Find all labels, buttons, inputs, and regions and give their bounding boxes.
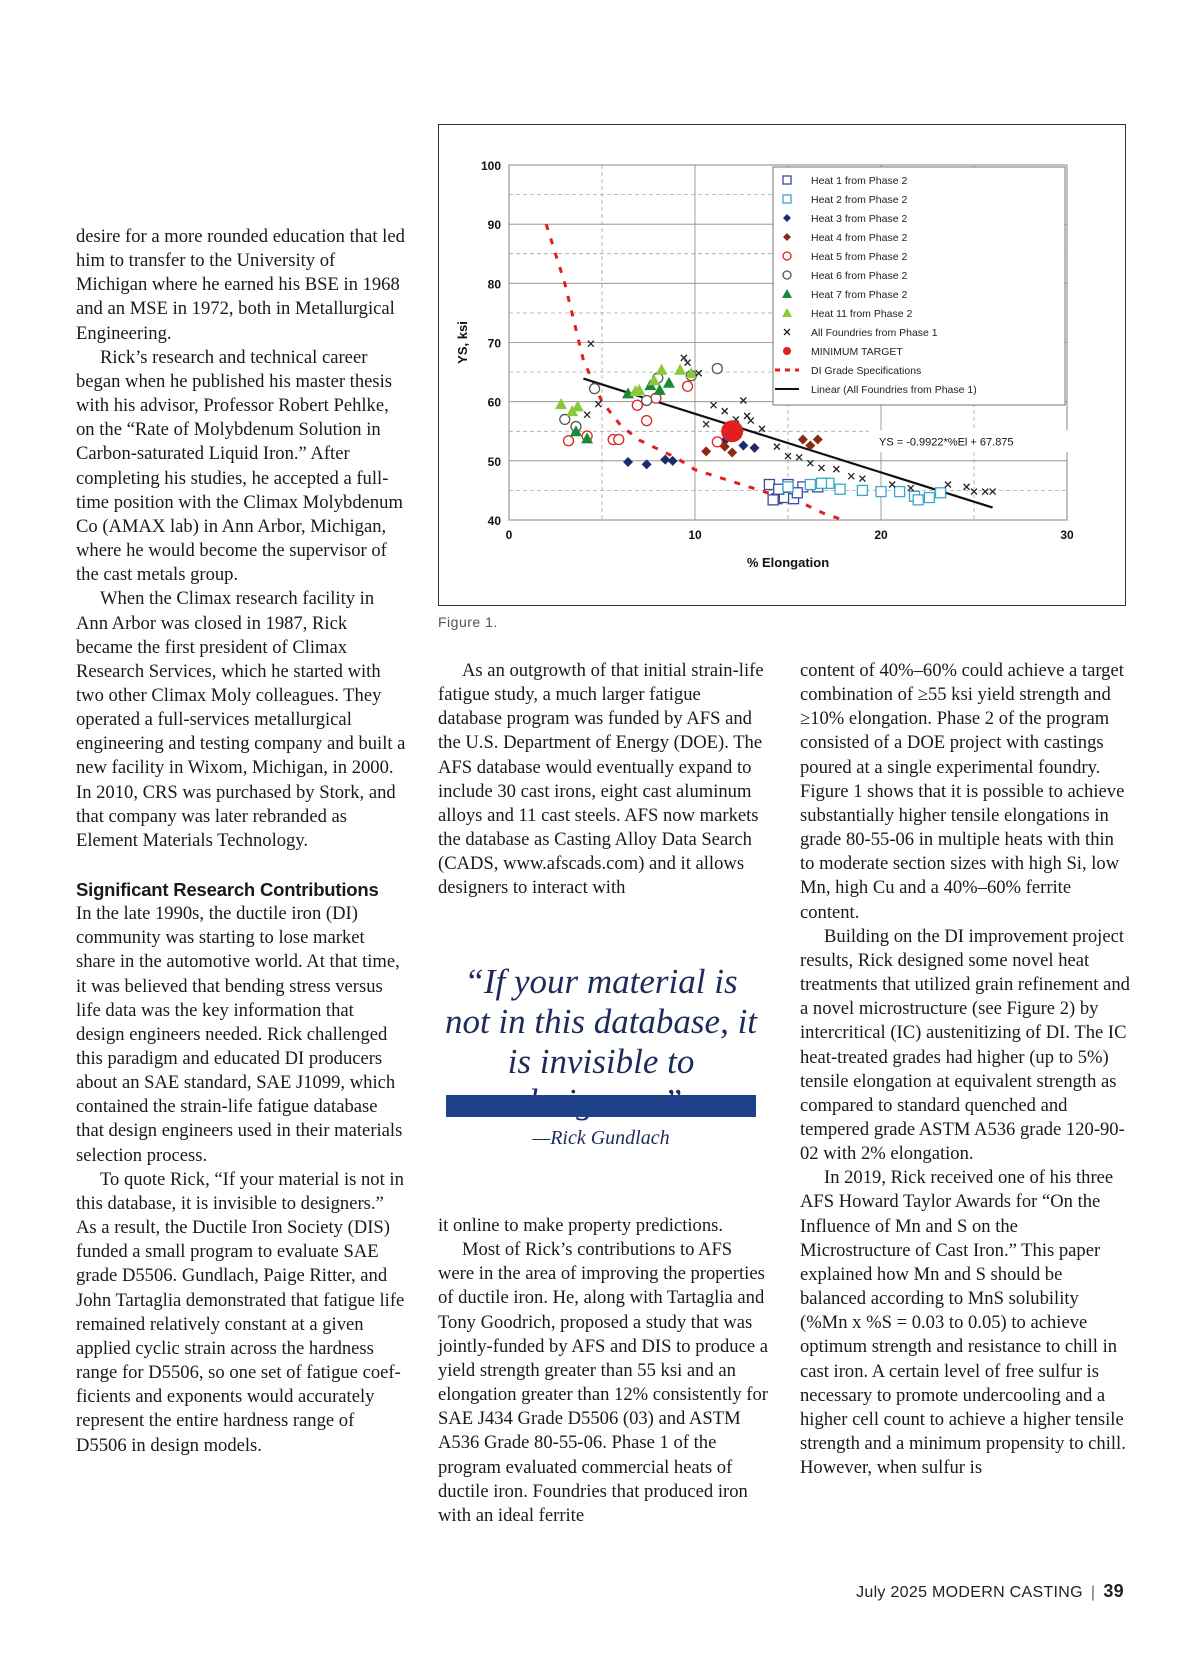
data-point	[656, 364, 668, 375]
legend-label: Heat 11 from Phase 2	[811, 308, 913, 320]
data-point	[748, 418, 754, 424]
y-tick-label: 90	[487, 218, 501, 233]
legend-label: MINIMUM TARGET	[811, 346, 903, 358]
x-mark-stroke	[774, 444, 780, 450]
data-point	[833, 466, 839, 472]
data-point	[683, 381, 693, 391]
data-point	[727, 448, 737, 458]
page-number: 39	[1103, 1581, 1124, 1601]
data-point	[564, 436, 574, 446]
x-mark-stroke	[744, 413, 750, 419]
data-point	[857, 485, 867, 495]
data-point	[813, 435, 823, 445]
trendline-equation: YS = -0.9922*%El + 67.875	[879, 436, 1014, 449]
legend-swatch	[783, 271, 791, 279]
legend-label: Heat 1 from Phase 2	[811, 175, 908, 187]
paragraph: In 2019, Rick received one of his three AFS Howard Taylor Awards for “On the Influence of Mn and S on the Microstructure of Cast Iron.” This paper explained how Mn and S should be balanced according to MnS solubility (%Mn x %S = 0.03 to 0.05) to achieve optimum strength and resistance to chill in cast iron. A certain level of free sulfur is necessary to promote undercooling and a higher cell count to achieve a higher tensile strength and a minimum propensity to chill. However, when sulfur is	[800, 1167, 1126, 1479]
data-point	[660, 455, 670, 465]
data-point	[964, 484, 970, 490]
data-point	[796, 454, 802, 460]
x-tick-label: 10	[688, 528, 702, 542]
x-mark-stroke	[740, 397, 746, 403]
paragraph: In the late 1990s, the ductile iron (DI) community was starting to lose market share in the automotive world. At that time, it was believed that bending stress versus life data was the key information that design engineers needed. Rick challenged this paradigm and educated DI producers about an SAE standard, SAE J1099, which contained the strain-life fatigue database that design engineers used in their materials selection process.	[76, 903, 403, 1166]
data-point	[588, 341, 594, 347]
data-point	[889, 482, 895, 488]
data-point	[614, 435, 624, 445]
x-mark-stroke	[848, 473, 854, 479]
y-tick-label: 100	[480, 159, 501, 173]
data-point	[668, 456, 678, 466]
legend-label: Heat 7 from Phase 2	[811, 289, 908, 301]
data-point	[835, 484, 845, 494]
data-point	[750, 443, 760, 453]
figure-caption: Figure 1.	[438, 614, 498, 630]
x-axis-label: % Elongation	[746, 555, 830, 570]
y-tick-label: 60	[487, 395, 501, 410]
x-mark-stroke	[681, 355, 687, 361]
data-point	[681, 355, 687, 361]
data-point	[738, 440, 748, 450]
data-point	[555, 398, 567, 409]
paragraph: When the Climax research facility in Ann Arbor was closed in 1987, Rick became the first president of Climax Research Services, which he started with two other Climax Moly colleagues. They operated a full-services metallurgical engineering and testing company and built a new facility in Wixom, Michigan, in 2000. In 2010, CRS was purchased by Stork, and that company was later rebranded as Element Materials Technology.	[76, 588, 406, 851]
x-mark-stroke	[982, 489, 988, 495]
quote-bar	[446, 1095, 756, 1117]
legend-label: Heat 3 from Phase 2	[811, 213, 908, 225]
legend-label: Heat 2 from Phase 2	[811, 194, 908, 206]
x-mark-stroke	[889, 482, 895, 488]
data-point	[632, 400, 642, 410]
data-point	[783, 482, 793, 492]
x-mark-stroke	[722, 408, 728, 414]
legend-label: DI Grade Specifications	[811, 365, 922, 377]
data-point	[685, 360, 691, 366]
issue-date: July 2025	[856, 1584, 928, 1601]
x-mark-stroke	[696, 370, 702, 376]
data-point	[764, 480, 774, 490]
x-mark-stroke	[859, 476, 865, 482]
paragraph: As an outgrowth of that initial strain-life fatigue study, a much larger fatigue database program was funded by AFS and the U.S. Department of Energy (DOE). The AFS database would eventually expand to include 30 cast irons, eight cast aluminum alloys and 11 cast steels. AFS now markets the database as Casting Alloy Data Search (CADS, www.afscads.com) and it allows designers to interact with	[438, 660, 764, 899]
x-mark-stroke	[711, 402, 717, 408]
column-2-bottom	[438, 1214, 768, 1528]
x-mark-stroke	[584, 412, 590, 418]
legend-swatch	[783, 195, 791, 203]
paragraph: Most of Rick’s contributions to AFS were in the area of improving the properties of ductile iron. He, along with Tartaglia and Tony Goodrich, proposed a study that was jointly-funded by AFS and DIS to produce a yield strength greater than 55 ksi and an elongation greater than 12% consistently for SAE J434 Grade D5506 (03) and ASTM A536 Grade 80-55-06. Phase 1 of the program evaluated commercial heats of ductile iron. Foundries that produced iron with an ideal ferrite	[438, 1239, 769, 1526]
data-point	[818, 465, 824, 471]
paragraph: it online to make property predictions.	[438, 1215, 724, 1236]
data-point	[701, 446, 711, 456]
x-tick-label: 20	[874, 528, 888, 542]
data-point	[642, 416, 652, 426]
x-mark-stroke	[945, 482, 951, 488]
data-point	[798, 435, 808, 445]
x-mark-stroke	[796, 454, 802, 460]
data-point	[792, 488, 802, 498]
data-point	[740, 397, 746, 403]
y-axis-label: YS, ksi	[455, 321, 470, 364]
x-mark-stroke	[818, 465, 824, 471]
legend-swatch	[783, 347, 791, 355]
data-point	[642, 395, 652, 405]
data-point	[696, 370, 702, 376]
data-point	[712, 437, 722, 447]
data-point	[945, 482, 951, 488]
x-mark-stroke	[685, 360, 691, 366]
paragraph: Rick’s research and technical career began when he published his master thesis with his advisor, Professor Robert Pehlke, on the “Rate of Molybdenum Solution in Carbon-saturated Liquid Iron.” After completing his studies, he accepted a full-time position with the Climax Molybdenum Co (AMAX lab) in Ann Arbor, Michigan, where he would become the supervisor of the cast metals group.	[76, 346, 403, 586]
data-point	[590, 384, 600, 394]
paragraph: To quote Rick, “If your material is not in this database, it is invisible to designers.” As a result, the Ductile Iron Society (DIS) funded a small program to evaluate SAE grade D5506. Gundlach, Paige Ritter, and John Tartaglia demonstrated that fatigue life remained relatively constant at a given applied cyclic strain across the hardness range for D5506, so one set of fatigue coefficients and exponents would accurately represent the entire hardness range of D5506 in design models.	[76, 1168, 405, 1456]
x-tick-label: 30	[1060, 528, 1074, 542]
x-mark-stroke	[990, 489, 996, 495]
data-point	[859, 476, 865, 482]
column-2-top	[438, 659, 768, 901]
magazine-name: MODERN CASTING	[932, 1584, 1083, 1601]
data-point	[774, 444, 780, 450]
data-point	[816, 478, 826, 488]
page-footer: July 2025 MODERN CASTING | 39	[856, 1581, 1124, 1601]
column-1	[76, 225, 406, 1458]
data-point	[895, 487, 905, 497]
legend-swatch	[783, 176, 791, 184]
y-tick-label: 80	[487, 277, 501, 292]
legend-label: All Foundries from Phase 1	[811, 327, 938, 339]
x-tick-label: 0	[505, 528, 513, 542]
pull-quote: “If your material is not in this database, it is invisible to	[444, 962, 758, 1081]
data-point	[774, 484, 784, 494]
data-point	[711, 402, 717, 408]
data-point	[744, 413, 750, 419]
x-mark-stroke	[703, 421, 709, 427]
data-point	[721, 420, 743, 442]
data-point	[703, 421, 709, 427]
legend-label: Heat 6 from Phase 2	[811, 270, 908, 282]
data-point	[712, 364, 722, 374]
data-point	[663, 377, 675, 388]
data-point	[848, 473, 854, 479]
y-tick-label: 50	[487, 454, 501, 469]
scatter-chart	[439, 125, 1125, 605]
data-point	[805, 480, 815, 490]
paragraph: desire for a more rounded education that led him to transfer to the University of Michigan where he earned his BSE in 1968 and an MSE in 1972, both in Metallurgical Engineering.	[76, 226, 405, 344]
y-tick-label: 70	[487, 336, 501, 351]
legend-label: Heat 4 from Phase 2	[811, 232, 908, 244]
column-3	[800, 659, 1130, 1480]
section-heading: Significant Research Contributions	[76, 879, 379, 901]
x-mark-stroke	[833, 466, 839, 472]
data-point	[936, 488, 946, 498]
pull-quote-attribution: —Rick Gundlach	[532, 1127, 670, 1149]
data-point	[768, 495, 778, 505]
legend-label: Heat 5 from Phase 2	[811, 251, 908, 263]
data-point	[982, 489, 988, 495]
paragraph: Building on the DI improvement project results, Rick designed some novel heat treatments that utilized grain refinement and a novel microstructure (see Figure 2) by intercritical (IC) austenitizing of DI. The IC heat-treated grades had higher (up to 5%) tensile elongation at equivalent strength as compared to standard quenched and tempered grade ASTM A536 grade 120-90-02 with 2% elongation.	[800, 925, 1130, 1165]
data-point	[623, 457, 633, 467]
x-mark-stroke	[964, 484, 970, 490]
data-point	[913, 495, 923, 505]
figure-1	[438, 124, 1126, 606]
legend-label: Linear (All Foundries from Phase 1)	[811, 384, 977, 396]
paragraph: content of 40%–60% could achieve a target combination of ≥55 ksi yield strength and ≥10% elongation. Phase 2 of the program consisted of a DOE project with castings poured at a single experimental foundry. Figure 1 shows that it is possible to achieve substantially higher tensile elongations in grade 80-55-06 in multiple heats with thin to moderate section sizes with high Si, low Mn, high Cu and a 40%–60% ferrite content.	[800, 660, 1125, 923]
data-point	[924, 493, 934, 503]
data-point	[722, 408, 728, 414]
y-tick-label: 40	[487, 514, 501, 528]
x-mark-stroke	[588, 341, 594, 347]
x-mark-stroke	[748, 418, 754, 424]
legend-swatch	[783, 252, 791, 260]
data-point	[990, 489, 996, 495]
data-point	[584, 412, 590, 418]
data-point	[876, 487, 886, 497]
